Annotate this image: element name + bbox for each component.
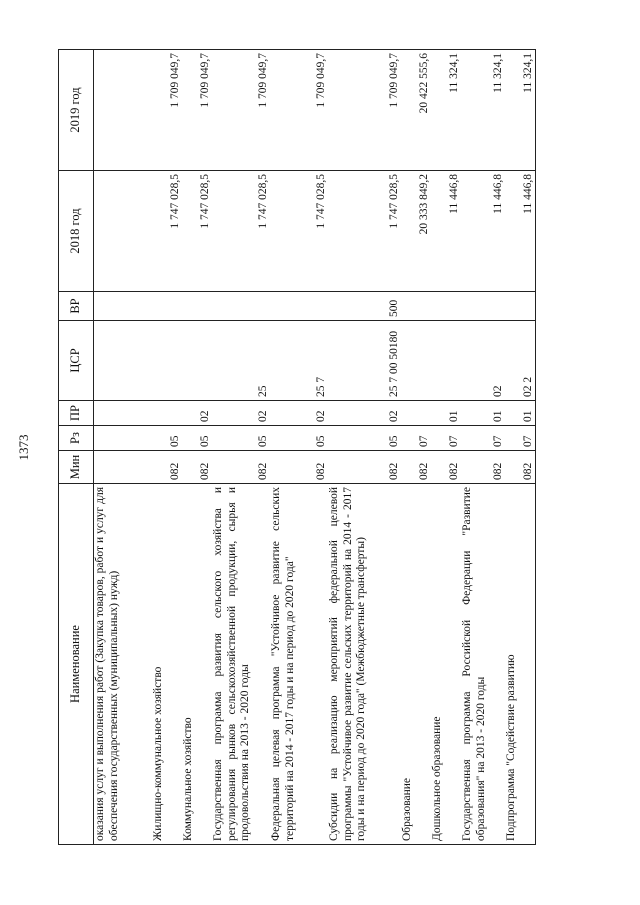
row-name: Государственная программа Российской Федерации "Развитие образования" на 2013 - 2020 годы	[461, 484, 505, 845]
row-vr	[270, 292, 328, 321]
row-2019: 1 709 049,7	[270, 50, 328, 171]
table-row	[328, 50, 401, 845]
header-row	[59, 50, 94, 845]
table-row	[212, 50, 270, 845]
row-rz: 07	[431, 426, 461, 451]
row-vr	[152, 292, 182, 321]
row-2018: 1 747 028,5	[152, 171, 182, 292]
row-csr	[401, 321, 431, 401]
row-2018: 11 446,8	[505, 171, 536, 292]
row-pr: 02	[270, 401, 328, 426]
row-2019: 1 709 049,7	[328, 50, 401, 171]
header-rz: Рз	[59, 426, 94, 451]
row-pr: 01	[505, 401, 536, 426]
row-vr	[461, 292, 505, 321]
budget-table	[58, 49, 536, 845]
row-pr: 01	[431, 401, 461, 426]
row-vr	[212, 292, 270, 321]
header-vr: ВР	[59, 292, 94, 321]
row-vr	[94, 292, 153, 321]
row-csr	[152, 321, 182, 401]
row-2018: 20 333 849,2	[401, 171, 431, 292]
header-csr: ЦСР	[59, 321, 94, 401]
row-min: 082	[461, 451, 505, 484]
row-rz: 07	[461, 426, 505, 451]
row-rz: 05	[270, 426, 328, 451]
row-2018: 1 747 028,5	[328, 171, 401, 292]
row-2018: 1 747 028,5	[270, 171, 328, 292]
row-name: Коммунальное хозяйство	[182, 484, 212, 845]
table-row	[94, 50, 153, 845]
row-name: оказания услуг и выполнения работ (Закупка товаров, работ и услуг для обеспечения государственных (муниципальных) нужд)	[94, 484, 153, 845]
row-2018: 11 446,8	[461, 171, 505, 292]
row-min: 082	[152, 451, 182, 484]
row-2018: 11 446,8	[431, 171, 461, 292]
row-min: 082	[328, 451, 401, 484]
row-vr: 500	[328, 292, 401, 321]
row-2019: 11 324,1	[461, 50, 505, 171]
row-vr	[431, 292, 461, 321]
table-row	[505, 50, 536, 845]
rotated-page	[16, 50, 593, 845]
row-rz: 05	[182, 426, 212, 451]
row-2019: 1 709 049,7	[182, 50, 212, 171]
header-pr: ПР	[59, 401, 94, 426]
row-pr	[401, 401, 431, 426]
row-csr	[94, 321, 153, 401]
table-row	[461, 50, 505, 845]
row-min: 082	[505, 451, 536, 484]
row-name: Подпрограмма "Содействие развитию	[505, 484, 536, 845]
row-pr	[152, 401, 182, 426]
row-2019	[94, 50, 153, 171]
row-vr	[182, 292, 212, 321]
row-pr: 01	[461, 401, 505, 426]
row-name: Образование	[401, 484, 431, 845]
row-min	[94, 451, 153, 484]
header-2019: 2019 год	[59, 50, 94, 171]
row-min: 082	[270, 451, 328, 484]
page-number: 1373	[16, 434, 31, 461]
row-name: Государственная программа развития сельского хозяйства и регулирования рынков сельскохозяйственной продукции, сырья и продовольствия на 2013 - 2020 годы	[212, 484, 270, 845]
row-csr: 02 2	[505, 321, 536, 401]
header-min: Мин	[59, 451, 94, 484]
row-pr	[94, 401, 153, 426]
table-row	[152, 50, 182, 845]
row-min: 082	[182, 451, 212, 484]
row-csr: 25 7	[270, 321, 328, 401]
row-min: 082	[431, 451, 461, 484]
row-csr: 25	[212, 321, 270, 401]
row-csr	[431, 321, 461, 401]
row-rz: 05	[212, 426, 270, 451]
row-csr: 02	[461, 321, 505, 401]
row-pr: 02	[212, 401, 270, 426]
row-2019: 11 324,1	[505, 50, 536, 171]
row-name: Субсидии на реализацию мероприятий федеральной целевой программы "Устойчивое развитие сельских территорий на 2014 - 2017 годы и на период до 2020 года" (Межбюджетные трансферты)	[328, 484, 401, 845]
row-2019: 1 709 049,7	[212, 50, 270, 171]
table-row	[431, 50, 461, 845]
row-vr	[401, 292, 431, 321]
table-row	[401, 50, 431, 845]
table-row	[182, 50, 212, 845]
row-name: Дошкольное образование	[431, 484, 461, 845]
row-2018	[94, 171, 153, 292]
table-row	[270, 50, 328, 845]
row-rz: 05	[152, 426, 182, 451]
row-csr: 25 7 00 50180	[328, 321, 401, 401]
row-2019: 20 422 555,6	[401, 50, 431, 171]
header-name: Наименование	[59, 484, 94, 845]
row-2018: 1 747 028,5	[182, 171, 212, 292]
row-min: 082	[401, 451, 431, 484]
header-2018: 2018 год	[59, 171, 94, 292]
row-pr: 02	[328, 401, 401, 426]
row-name: Федеральная целевая программа "Устойчивое развитие сельских территорий на 2014 - 2017 годы и на период до 2020 года"	[270, 484, 328, 845]
row-2019: 1 709 049,7	[152, 50, 182, 171]
row-pr: 02	[182, 401, 212, 426]
row-csr	[182, 321, 212, 401]
row-name: Жилищно-коммунальное хозяйство	[152, 484, 182, 845]
row-2018: 1 747 028,5	[212, 171, 270, 292]
row-rz: 05	[328, 426, 401, 451]
row-rz: 07	[401, 426, 431, 451]
row-2019: 11 324,1	[431, 50, 461, 171]
row-min: 082	[212, 451, 270, 484]
row-rz: 07	[505, 426, 536, 451]
row-rz	[94, 426, 153, 451]
row-vr	[505, 292, 536, 321]
